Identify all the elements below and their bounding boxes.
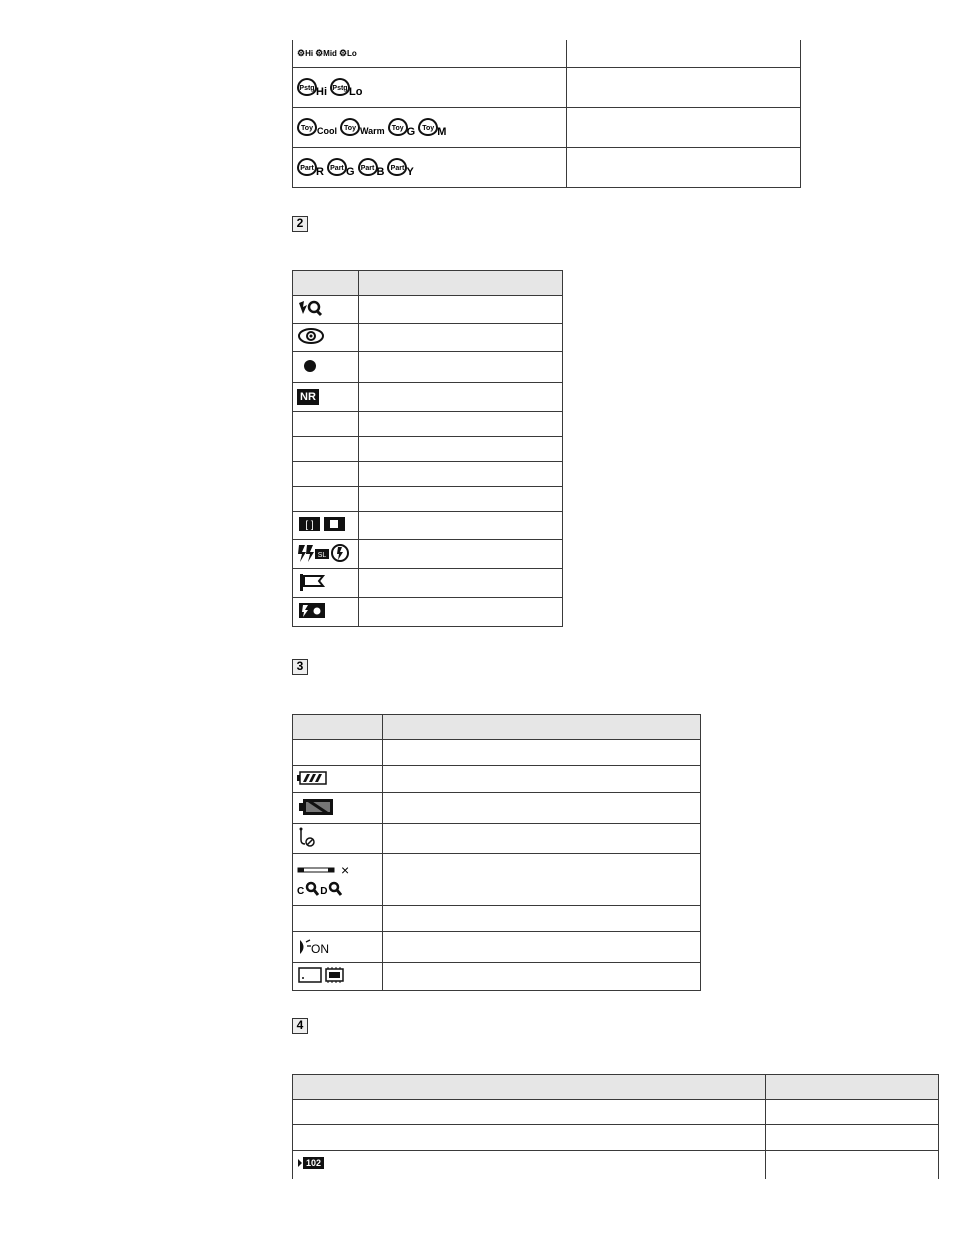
posterization-icons: Pstg Hi Pstg Lo bbox=[293, 67, 567, 107]
table-row bbox=[293, 147, 801, 187]
row-icon-cell bbox=[293, 487, 359, 512]
indicator-table-2 bbox=[292, 270, 563, 627]
table-row bbox=[293, 412, 563, 437]
row-description bbox=[359, 462, 563, 487]
row-description bbox=[383, 793, 701, 824]
table-row bbox=[293, 824, 701, 854]
toy-camera-icon: Toy bbox=[340, 118, 360, 136]
row-icon-cell bbox=[293, 1125, 766, 1151]
row-description bbox=[383, 906, 701, 932]
table-row bbox=[293, 437, 563, 462]
section-number-4: 4 bbox=[292, 1018, 308, 1034]
row-description bbox=[766, 1125, 939, 1151]
column-header bbox=[293, 1075, 766, 1100]
table-row bbox=[293, 107, 801, 147]
table-row bbox=[293, 512, 563, 540]
scene-effect-table bbox=[292, 40, 801, 188]
battery-empty-icon bbox=[293, 793, 383, 824]
table-row bbox=[293, 932, 701, 963]
row-description bbox=[567, 107, 801, 147]
indicator-table-4 bbox=[292, 1074, 939, 1179]
table-row bbox=[293, 487, 563, 512]
indicator-table-3 bbox=[292, 714, 701, 991]
row-icon-cell bbox=[293, 462, 359, 487]
flag-icon bbox=[293, 569, 359, 598]
column-header bbox=[383, 715, 701, 740]
row-description bbox=[383, 932, 701, 963]
posterization-icon: Pstg bbox=[330, 78, 350, 96]
partial-color-icon: Part bbox=[327, 158, 347, 176]
table-row bbox=[293, 324, 563, 352]
toy-camera-icon: Toy bbox=[388, 118, 408, 136]
row-description bbox=[383, 740, 701, 766]
table-row bbox=[293, 906, 701, 932]
toy-camera-icons: Toy Cool Toy Warm Toy G Toy M bbox=[293, 107, 567, 147]
row-description bbox=[359, 512, 563, 540]
row-description bbox=[359, 412, 563, 437]
row-icon-cell bbox=[293, 740, 383, 766]
hdr-effect-icon: ⚙Lo bbox=[338, 47, 357, 58]
svg-text:[ ]: [ ] bbox=[305, 520, 314, 531]
table-row bbox=[293, 383, 563, 412]
row-description bbox=[766, 1151, 939, 1179]
table-row bbox=[293, 1151, 939, 1179]
partial-color-icon: Part bbox=[358, 158, 378, 176]
row-description bbox=[359, 437, 563, 462]
toy-camera-icon: Toy bbox=[297, 118, 317, 136]
row-description bbox=[567, 40, 801, 67]
flash-charge-icon bbox=[293, 598, 359, 627]
table-row bbox=[293, 963, 701, 991]
posterization-icon: Pstg bbox=[297, 78, 317, 96]
table-row bbox=[293, 740, 701, 766]
row-icon-cell bbox=[293, 906, 383, 932]
eye-icon bbox=[293, 324, 359, 352]
table-header-row bbox=[293, 1075, 939, 1100]
row-description bbox=[383, 766, 701, 793]
nr-icon: NR bbox=[293, 383, 359, 412]
memory-card-icon bbox=[293, 963, 383, 991]
section-number-2: 2 bbox=[292, 216, 308, 232]
column-header bbox=[359, 271, 563, 296]
column-header bbox=[766, 1075, 939, 1100]
table-row bbox=[293, 793, 701, 824]
table-row bbox=[293, 1100, 939, 1125]
row-icon-cell bbox=[293, 1100, 766, 1125]
row-description bbox=[359, 487, 563, 512]
row-description bbox=[766, 1100, 939, 1125]
table-header-row bbox=[293, 715, 701, 740]
flash-mode-icon bbox=[293, 540, 359, 569]
table-row bbox=[293, 1125, 939, 1151]
table-row bbox=[293, 540, 563, 569]
table-row bbox=[293, 67, 801, 107]
table-row bbox=[293, 569, 563, 598]
row-description bbox=[383, 963, 701, 991]
row-description bbox=[359, 569, 563, 598]
svg-text:SL: SL bbox=[317, 551, 327, 559]
partial-color-icon: Part bbox=[297, 158, 317, 176]
table-row bbox=[293, 854, 701, 906]
toy-camera-icon: Toy bbox=[418, 118, 438, 136]
hdr-effect-icon: ⚙Mid bbox=[315, 47, 337, 58]
scene-recognition-icon bbox=[293, 296, 359, 324]
row-description bbox=[359, 540, 563, 569]
row-icon-cell bbox=[293, 437, 359, 462]
partial-color-icons: Part R Part G Part B Part Y bbox=[293, 147, 567, 187]
row-description bbox=[359, 296, 563, 324]
table-row bbox=[293, 598, 563, 627]
row-description bbox=[359, 352, 563, 383]
row-description bbox=[567, 67, 801, 107]
table-header-row bbox=[293, 271, 563, 296]
column-header bbox=[293, 271, 359, 296]
section-number-3: 3 bbox=[292, 659, 308, 675]
no-audio-icon bbox=[293, 824, 383, 854]
table-row bbox=[293, 352, 563, 383]
table-row bbox=[293, 40, 801, 67]
hdr-effect-icon: ⚙Hi bbox=[297, 47, 314, 58]
light-on-icon: ON bbox=[293, 932, 383, 963]
row-description bbox=[359, 598, 563, 627]
row-description bbox=[383, 854, 701, 906]
zoom-scale-icon: × C D bbox=[293, 854, 383, 906]
row-description bbox=[359, 383, 563, 412]
row-description bbox=[567, 147, 801, 187]
focus-frame-icon bbox=[293, 512, 359, 540]
table-row bbox=[293, 766, 701, 793]
partial-color-icon: Part bbox=[387, 158, 407, 176]
table-row bbox=[293, 296, 563, 324]
row-description bbox=[359, 324, 563, 352]
battery-icon bbox=[293, 766, 383, 793]
row-icon-cell bbox=[293, 412, 359, 437]
folder-icon: 102 bbox=[293, 1151, 766, 1179]
row-description bbox=[383, 824, 701, 854]
column-header bbox=[293, 715, 383, 740]
record-dot-icon bbox=[293, 352, 359, 383]
hdr-effect-icons bbox=[293, 40, 567, 67]
table-row bbox=[293, 462, 563, 487]
